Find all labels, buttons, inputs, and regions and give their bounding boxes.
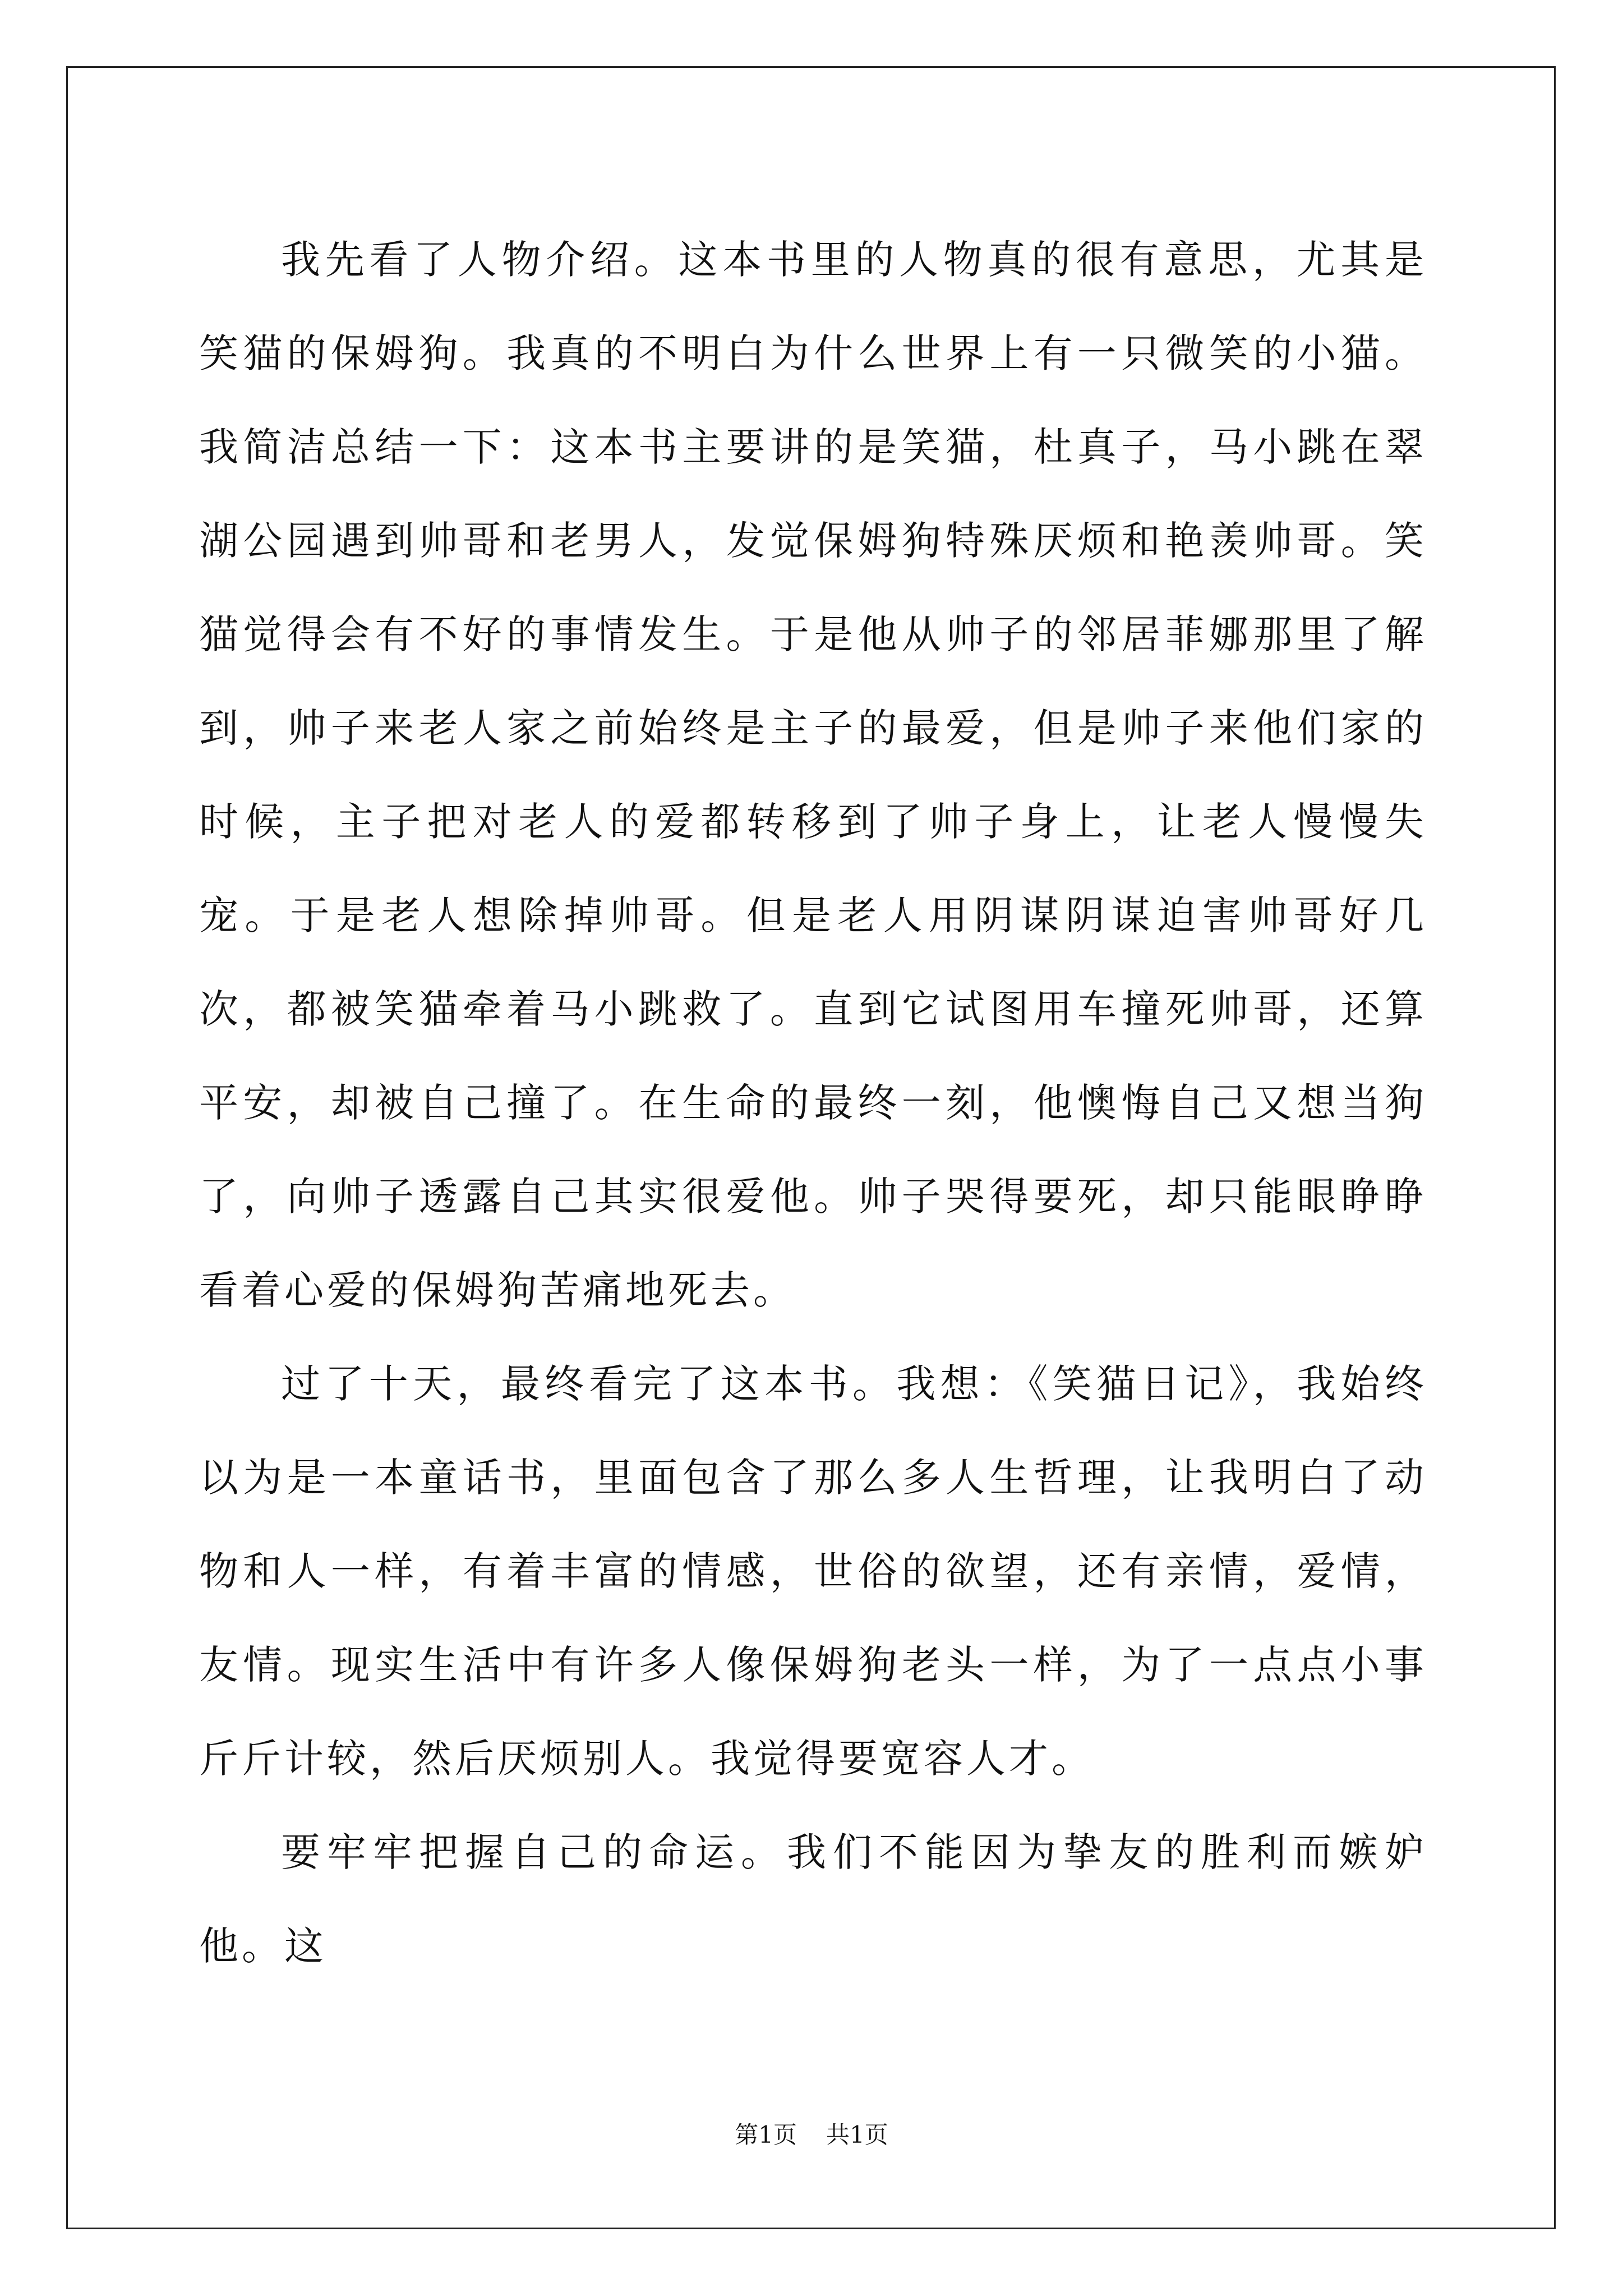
page-number: 第1页 <box>735 2121 797 2148</box>
page-footer <box>0 2119 1623 2151</box>
paragraph: 我先看了人物介绍。这本书里的人物真的很有意思，尤其是笑猫的保姆狗。我真的不明白为什么世界上有一只微笑的小猫。我简洁总结一下：这本书主要讲的是笑猫，杜真子，马小跳在翠湖公园遇到帅哥和老男人，发觉保姆狗特殊厌烦和艳羡帅哥。笑猫觉得会有不好的事情发生。于是他从帅子的邻居菲娜那里了解到，帅子来老人家之前始终是主子的最爱，但是帅子来他们家的时候，主子把对老人的爱都转移到了帅子身上，让老人慢慢失宠。于是老人想除掉帅哥。但是老人用阴谋阴谋迫害帅哥好几次，都被笑猫牵着马小跳救了。直到它试图用车撞死帅哥，还算平安，却被自己撞了。在生命的最终一刻，他懊悔自己又想当狗了，向帅子透露自己其实很爱他。帅子哭得要死，却只能眼睁睁看着心爱的保姆狗苦痛地死去。 <box>199 237 1427 1313</box>
paragraph: 要牢牢把握自己的命运。我们不能因为挚友的胜利而嫉妒他。这 <box>199 1829 1427 1969</box>
document-body <box>199 213 1427 1993</box>
paragraph: 过了十天，最终看完了这本书。我想：《笑猫日记》，我始终以为是一本童话书，里面包含了那么多人生哲理，让我明白了动物和人一样，有着丰富的情感，世俗的欲望，还有亲情，爱情，友情。现实生活中有许多人像保姆狗老头一样，为了一点点小事斤斤计较，然后厌烦别人。我觉得要宽容人才。 <box>199 1361 1427 1782</box>
page-total: 共1页 <box>826 2121 888 2148</box>
